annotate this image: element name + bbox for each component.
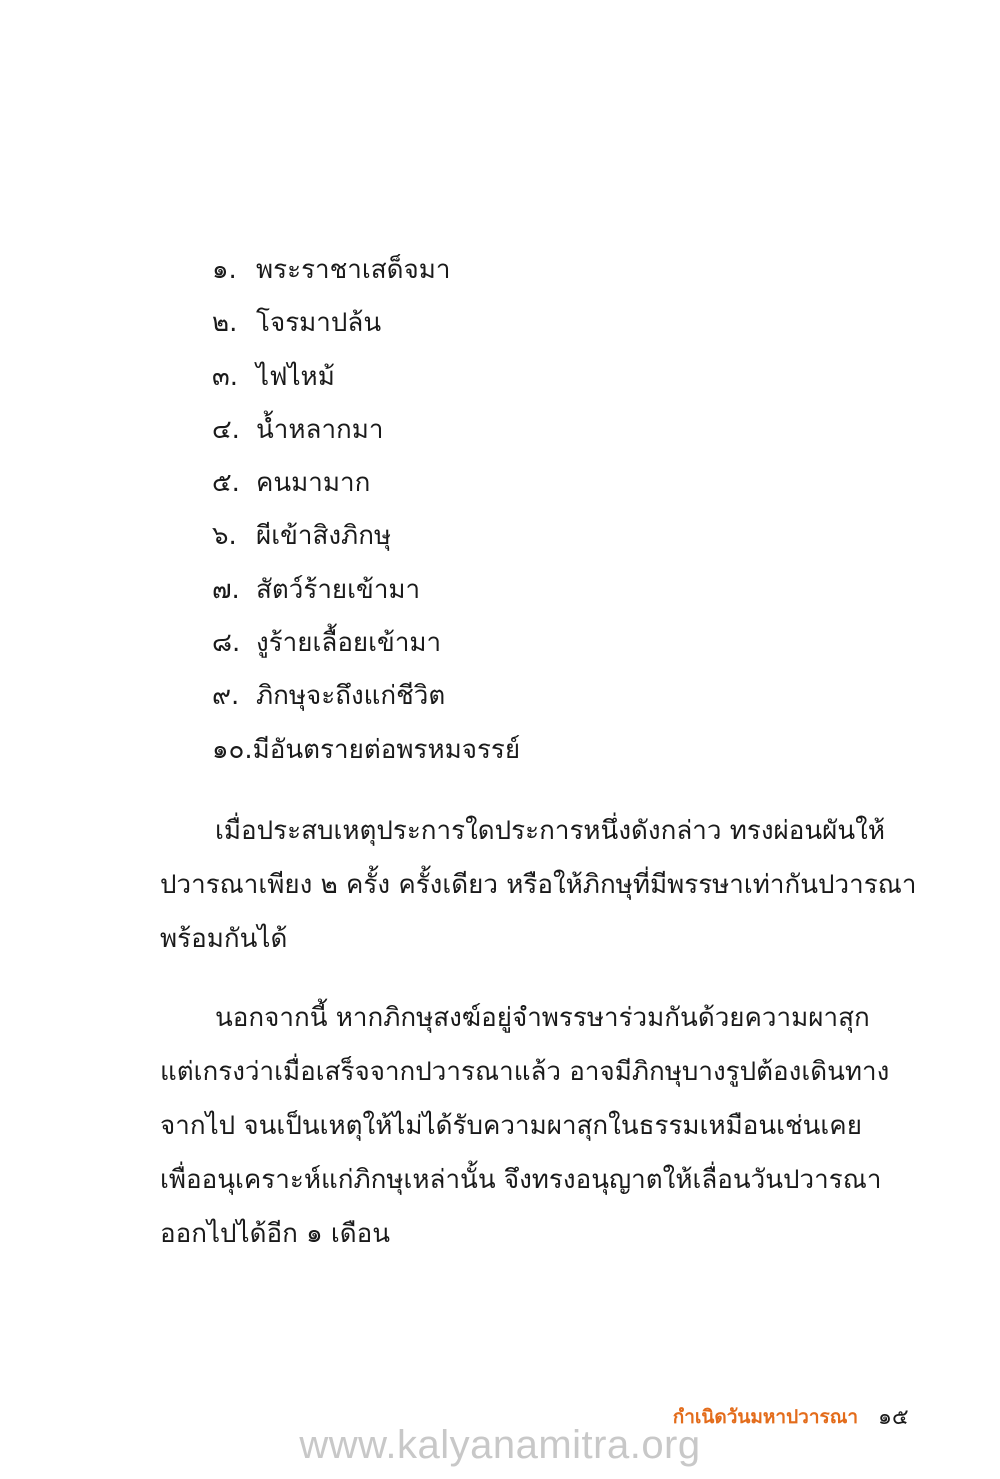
numbered-list: [212, 244, 852, 777]
list-item: [212, 510, 852, 563]
paragraph-line: เมื่อประสบเหตุประการใดประการหนึ่งดังกล่าว ทรงผ่อนผันให้: [215, 816, 886, 846]
list-item-text: คนมามาก: [256, 468, 371, 499]
list-item-number: ๒.: [212, 308, 238, 339]
paragraph-line: จากไป จนเป็นเหตุให้ไม่ได้รับความผาสุกในธรรมเหมือนเช่นเคย: [160, 1111, 862, 1141]
list-item: [212, 297, 852, 350]
list-item: [212, 244, 852, 297]
paragraph-2: [160, 991, 890, 1261]
paragraph-1: [160, 804, 917, 966]
list-item: [212, 670, 852, 723]
list-item: [212, 564, 852, 617]
watermark-url: www.kalyanamitra.org: [299, 1423, 701, 1467]
list-item-text: ผีเข้าสิงภิกษุ: [256, 521, 392, 552]
paragraph-line: นอกจากนี้ หากภิกษุสงฆ์อยู่จำพรรษาร่วมกันด้วยความผาสุก: [215, 1003, 870, 1033]
list-item: [212, 724, 852, 777]
list-item-text: งูร้ายเลื้อยเข้ามา: [256, 628, 442, 659]
list-item-number: ๔.: [212, 414, 240, 445]
list-item-text: มีอันตรายต่อพรหมจรรย์: [252, 734, 521, 765]
list-item-text: สัตว์ร้ายเข้ามา: [256, 574, 421, 605]
list-item-text: ภิกษุจะถึงแก่ชีวิต: [256, 681, 446, 712]
list-item-text: พระราชาเสด็จมา: [256, 255, 451, 285]
list-item-text: ไฟไหม้: [256, 361, 335, 392]
list-item-number: ๕.: [212, 468, 240, 499]
paragraph-line: แต่เกรงว่าเมื่อเสร็จจากปวารณาแล้ว อาจมีภิกษุบางรูปต้องเดินทาง: [160, 1057, 890, 1087]
list-item-number: ๓.: [212, 361, 239, 392]
list-item: [212, 351, 852, 404]
paragraph-line: เพื่ออนุเคราะห์แก่ภิกษุเหล่านั้น จึงทรงอนุญาตให้เลื่อนวันปวารณา: [160, 1165, 882, 1195]
paragraph-line: พร้อมกันได้: [160, 924, 288, 954]
list-item-text: โจรมาปล้น: [256, 308, 382, 339]
list-item-number: ๑๐.: [212, 734, 253, 765]
list-item: [212, 457, 852, 510]
list-item-number: ๘.: [212, 628, 241, 659]
running-footer-title: กำเนิดวันมหาปวารณา: [672, 1406, 858, 1428]
list-item-number: ๑.: [212, 255, 237, 285]
page-number: ๑๕: [878, 1405, 909, 1430]
list-item-number: ๖.: [212, 521, 237, 552]
list-item: [212, 404, 852, 457]
list-item-number: ๗.: [212, 574, 240, 605]
list-item: [212, 617, 852, 670]
paragraph-line: ออกไปได้อีก ๑ เดือน: [160, 1219, 391, 1249]
list-item-text: น้ำหลากมา: [256, 414, 384, 445]
list-item-number: ๙.: [212, 681, 240, 712]
paragraph-line: ปวารณาเพียง ๒ ครั้ง ครั้งเดียว หรือให้ภิกษุที่มีพรรษาเท่ากันปวารณา: [160, 870, 917, 900]
